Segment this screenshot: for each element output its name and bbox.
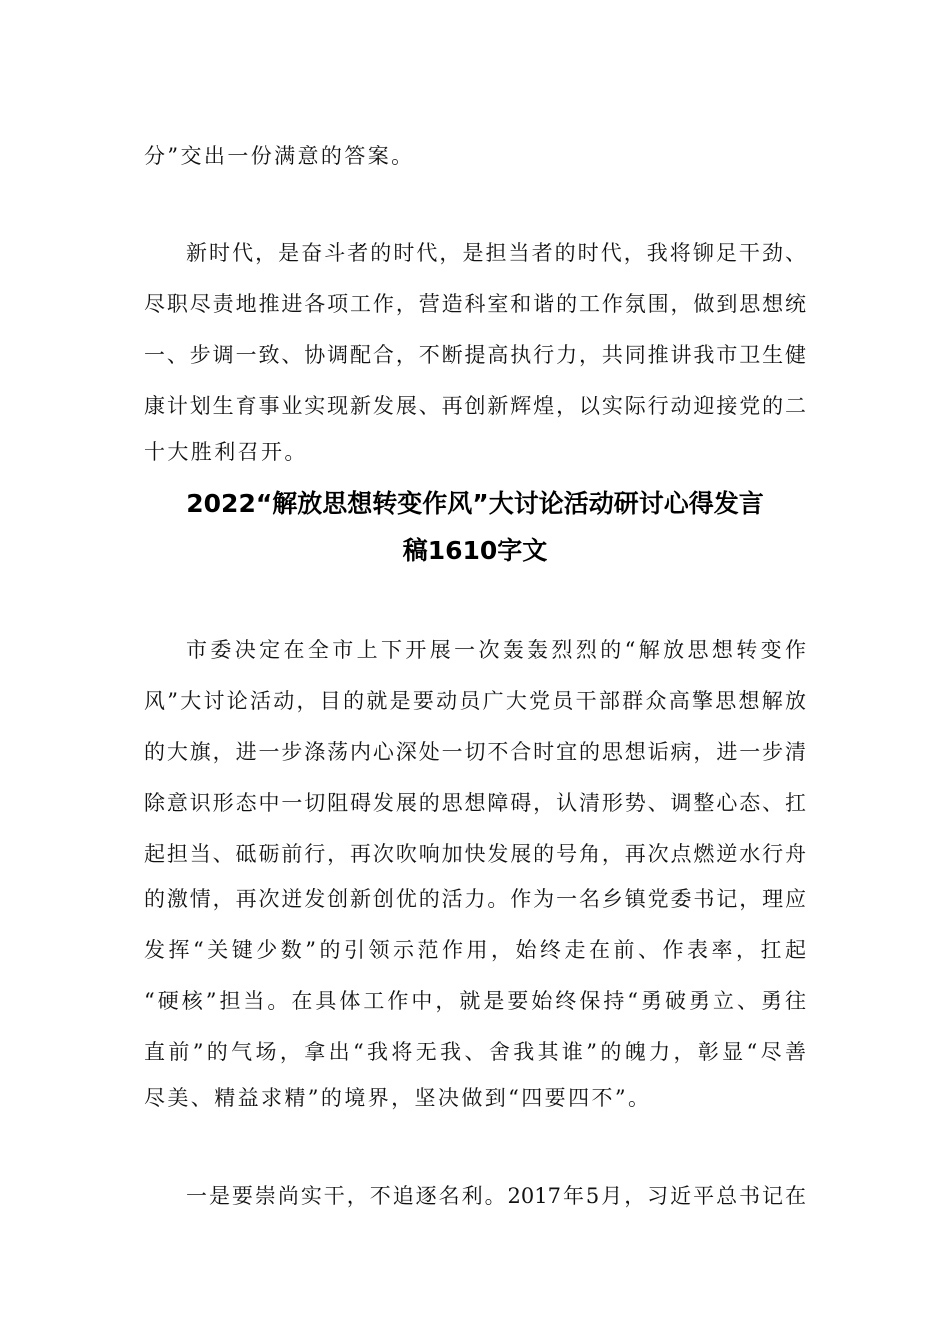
text-line: 一、步调一致、协调配合，不断提高执行力，共同推讲我市卫生健 bbox=[144, 343, 806, 367]
text-line: 尽美、精益求精”的境界，坚决做到“四要四不”。 bbox=[144, 1086, 652, 1110]
text-line: 尽职尽责地推进各项工作，营造科室和谐的工作氛围，做到思想统 bbox=[144, 292, 806, 316]
text-line: 康计划生育事业实现新发展、再创新辉煌，以实际行动迎接党的二 bbox=[144, 394, 806, 418]
title-line: 稿1610字文 bbox=[402, 536, 548, 565]
text-line: 除意识形态中一切阻碍发展的思想障碍，认清形势、调整心态、扛 bbox=[144, 791, 806, 815]
text-line: 一是要崇尚实干，不追逐名利。2017年5月，习近平总书记在 bbox=[186, 1184, 806, 1208]
text-line: 发挥“关键少数”的引领示范作用，始终走在前、作表率，扛起 bbox=[144, 938, 806, 962]
text-line: 十大胜利召开。 bbox=[144, 440, 308, 464]
text-line: 风”大讨论活动，目的就是要动员广大党员干部群众高擎思想解放 bbox=[144, 689, 806, 713]
text-line: 新时代，是奋斗者的时代，是担当者的时代，我将铆足干劲、 bbox=[186, 241, 806, 265]
text-line: 分”交出一份满意的答案。 bbox=[144, 144, 415, 168]
text-line: 直前”的气场，拿出“我将无我、舍我其谁”的魄力，彰显“尽善 bbox=[144, 1040, 806, 1064]
title-line: 2022“解放思想转变作风”大讨论活动研讨心得发言 bbox=[186, 489, 764, 518]
text-line: “硬核”担当。在具体工作中，就是要始终保持“勇破勇立、勇往 bbox=[144, 989, 806, 1013]
text-line: 市委决定在全市上下开展一次轰轰烈烈的“解放思想转变作 bbox=[186, 638, 806, 662]
text-line: 的激情，再次迸发创新创优的活力。作为一名乡镇党委书记，理应 bbox=[144, 887, 806, 911]
text-line: 起担当、砥砺前行，再次吹响加快发展的号角，再次点燃逆水行舟 bbox=[144, 842, 806, 866]
text-line: 的大旗，进一步涤荡内心深处一切不合时宜的思想诟病，进一步清 bbox=[144, 740, 806, 764]
